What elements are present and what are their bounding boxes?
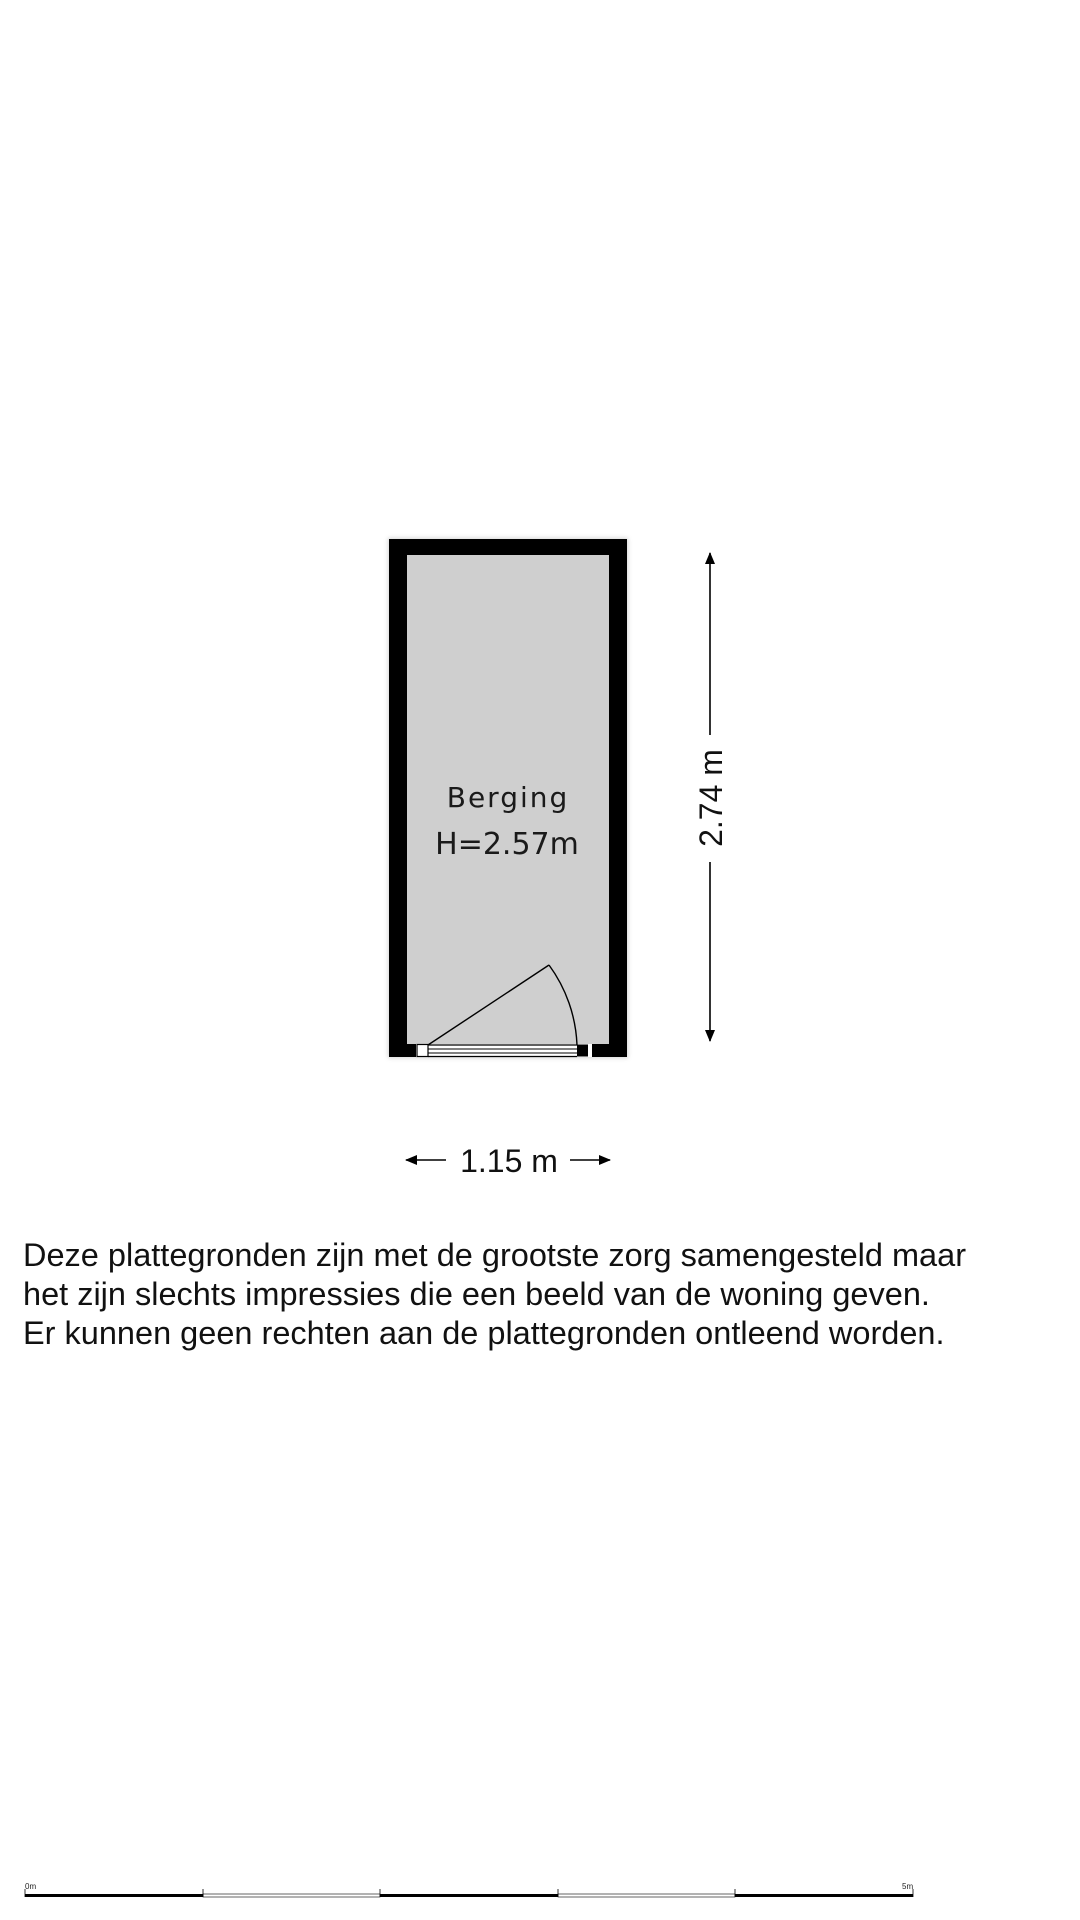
scale-start-label: 0m (25, 1882, 37, 1891)
door-opening (416, 1044, 592, 1057)
vertical-dimension (693, 553, 729, 1041)
scale-bar (25, 1882, 913, 1897)
scale-segment (25, 1894, 203, 1897)
scale-end-label: 5m (902, 1882, 914, 1891)
horizontal-dimension (406, 1143, 610, 1179)
scale-segment (558, 1894, 735, 1897)
dimension-vertical-label: 2.74 m (693, 749, 729, 847)
room-name: Berging (446, 781, 570, 814)
room-height: H=2.57m (435, 827, 579, 862)
disclaimer-text (23, 1236, 1063, 1353)
scale-segment (380, 1894, 558, 1897)
disclaimer-line: Deze plattegronden zijn met de grootste zorg samengesteld maar (23, 1237, 967, 1273)
disclaimer-line: het zijn slechts impressies die een beeld van de woning geven. (23, 1276, 930, 1312)
scale-segment (203, 1894, 380, 1897)
door-jamb-left (417, 1045, 428, 1057)
scale-segment (735, 1894, 913, 1897)
room-berging (388, 538, 628, 1058)
door-jamb-right (577, 1045, 588, 1057)
disclaimer-line: Er kunnen geen rechten aan de plattegronden ontleend worden. (23, 1315, 945, 1351)
dimension-horizontal-label: 1.15 m (460, 1143, 558, 1179)
